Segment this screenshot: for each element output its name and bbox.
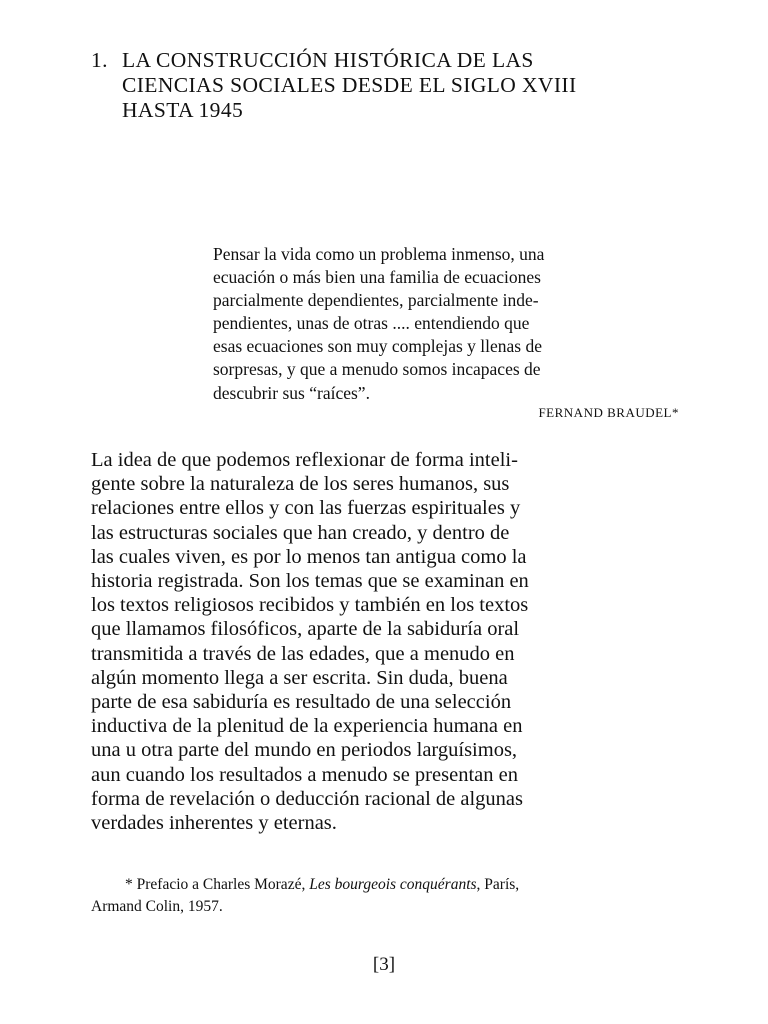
chapter-title-line: HASTA 1945 bbox=[122, 98, 244, 122]
body-line: los textos religiosos recibidos y también en los textos bbox=[91, 594, 529, 617]
body-line: gente sobre la naturaleza de los seres humanos, sus bbox=[91, 473, 510, 496]
chapter-title bbox=[122, 48, 681, 123]
chapter-title-line: CIENCIAS SOCIALES DESDE EL SIGLO XVIII bbox=[122, 73, 577, 97]
footnote bbox=[91, 874, 681, 918]
body-line: parte de esa sabiduría es resultado de una selección bbox=[91, 691, 512, 714]
footnote-suffix: , París, bbox=[476, 876, 520, 893]
footnote-prefix: * Prefacio a Charles Morazé, bbox=[125, 876, 310, 893]
body-line: algún momento llega a ser escrita. Sin duda, buena bbox=[91, 666, 508, 689]
body-line: aun cuando los resultados a menudo se presentan en bbox=[91, 763, 518, 786]
chapter-title-line: LA CONSTRUCCIÓN HISTÓRICA DE LAS bbox=[122, 48, 534, 72]
body-paragraph bbox=[91, 448, 681, 835]
epigraph-line: esas ecuaciones son muy complejas y llenas de bbox=[213, 336, 542, 357]
body-line: las estructuras sociales que han creado, y dentro de bbox=[91, 521, 510, 544]
epigraph-line: Pensar la vida como un problema inmenso, una bbox=[213, 244, 545, 264]
body-line: las cuales viven, es por lo menos tan antigua como la bbox=[91, 545, 527, 568]
epigraph-line: ecuación o más bien una familia de ecuaciones bbox=[213, 267, 541, 288]
body-line: relaciones entre ellos y con las fuerzas espirituales y bbox=[91, 497, 521, 520]
chapter-heading bbox=[91, 48, 681, 123]
body-line: que llamamos filosóficos, aparte de la sabiduría oral bbox=[91, 618, 520, 641]
body-line: forma de revelación o deducción racional de algunas bbox=[91, 787, 524, 810]
chapter-number: 1. bbox=[91, 48, 108, 72]
epigraph-line: parcialmente dependientes, parcialmente inde- bbox=[213, 290, 539, 311]
body-line: una u otra parte del mundo en periodos larguísimos, bbox=[91, 739, 518, 762]
epigraph-line: sorpresas, y que a menudo somos incapaces de bbox=[213, 359, 541, 380]
body-line: historia registrada. Son los temas que se examinan en bbox=[91, 570, 529, 593]
epigraph bbox=[213, 243, 679, 424]
footnote-line-2: Armand Colin, 1957. bbox=[91, 898, 223, 915]
body-line: La idea de que podemos reflexionar de forma inteli- bbox=[91, 449, 518, 471]
footnote-book-title: Les bourgeois conquérants bbox=[309, 876, 477, 893]
footnote-line bbox=[91, 874, 681, 896]
epigraph-attribution: FERNAND BRAUDEL* bbox=[538, 404, 679, 420]
body-line: transmitida a través de las edades, que a menudo en bbox=[91, 642, 515, 665]
epigraph-line: descubrir sus “raíces”. bbox=[213, 382, 370, 403]
body-line: inductiva de la plenitud de la experiencia humana en bbox=[91, 715, 523, 738]
epigraph-line: pendientes, unas de otras .... entendiendo que bbox=[213, 313, 530, 334]
body-line: verdades inherentes y eternas. bbox=[91, 812, 337, 835]
page-number: [3] bbox=[372, 954, 396, 975]
